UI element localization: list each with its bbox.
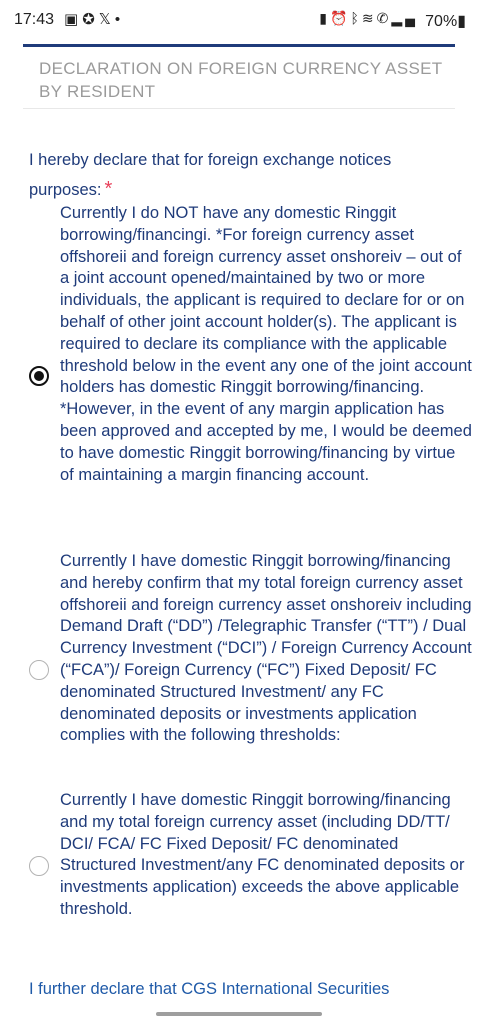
gesture-bar[interactable] bbox=[156, 1012, 322, 1016]
option-1-radio[interactable] bbox=[29, 366, 49, 386]
bluetooth-icon: ᛒ bbox=[350, 10, 362, 26]
intro-text: I hereby declare that for foreign exchange notices purposes: bbox=[29, 151, 392, 199]
status-left-icons bbox=[64, 10, 124, 28]
starbucks-icon: ✪ bbox=[82, 11, 99, 28]
option-2-label[interactable]: Currently I have domestic Ringgit borrowing/financing and hereby confirm that my total foreign currency asset offshoreii and foreign currency asset onshoreiv including Demand Draft (“DD”) /Telegraphic Transfer (“TT”) / Dual Currency Investment (“DCI”) / Foreign Currency Account (“FCA”)/ Foreign Currency (“FC”) Fixed Deposit/ FC denominated Structured Investment/ any FC denominated deposits or investments application complies with the following thresholds: bbox=[60, 552, 472, 745]
wifi-icon: ≋ bbox=[361, 10, 377, 26]
declaration-intro bbox=[29, 146, 449, 205]
signal-icon: ▂▄ bbox=[391, 10, 418, 26]
section-title: DECLARATION ON FOREIGN CURRENCY ASSET BY RESIDENT bbox=[39, 59, 443, 101]
option-3-radio[interactable] bbox=[29, 856, 49, 876]
status-bar bbox=[0, 0, 478, 42]
status-time: 17:43 bbox=[14, 11, 55, 28]
battery-level: 70%▮ bbox=[425, 13, 466, 30]
further-declaration: I further declare that CGS International Securities bbox=[29, 980, 390, 998]
option-1-label[interactable]: Currently I do NOT have any domestic Ringgit borrowing/financingi. *For foreign currency asset offshoreii and foreign currency asset onshoreiv – out of a joint account opened/maintained by two or more individuals, the applicant is required to declare for or on behalf of other joint account holder(s). The applicant is required to declare its compliance with the applicable threshold below in the event any one of the joint account holders has domestic Ringgit borrowing/financing. *However, in the event of any margin application has been approved and accepted by me, I would be deemed to have domestic Ringgit borrowing/financing by virtue of maintaining a margin financing account. bbox=[60, 204, 472, 484]
header-divider bbox=[23, 44, 455, 47]
dot-icon: • bbox=[114, 11, 125, 28]
required-icon: * bbox=[104, 178, 113, 200]
sim-icon: ▮ bbox=[319, 10, 330, 26]
x-icon: 𝕏 bbox=[98, 11, 115, 28]
title-divider bbox=[23, 108, 455, 109]
option-2-radio[interactable] bbox=[29, 660, 49, 680]
option-3-label[interactable]: Currently I have domestic Ringgit borrowing/financing and my total foreign currency asset (including DD/TT/ DCI/ FCA/ FC Fixed Deposit/ FC denominated Structured Investment/any FC denominated deposits or investments application) exceeds the above applicable threshold. bbox=[60, 791, 465, 918]
alarm-icon: ⏰ bbox=[330, 10, 351, 26]
gallery-icon: ▣ bbox=[64, 11, 83, 28]
call-icon: ✆ bbox=[376, 10, 392, 26]
status-right-icons bbox=[319, 10, 418, 27]
battery-icon: ▮ bbox=[457, 13, 466, 30]
